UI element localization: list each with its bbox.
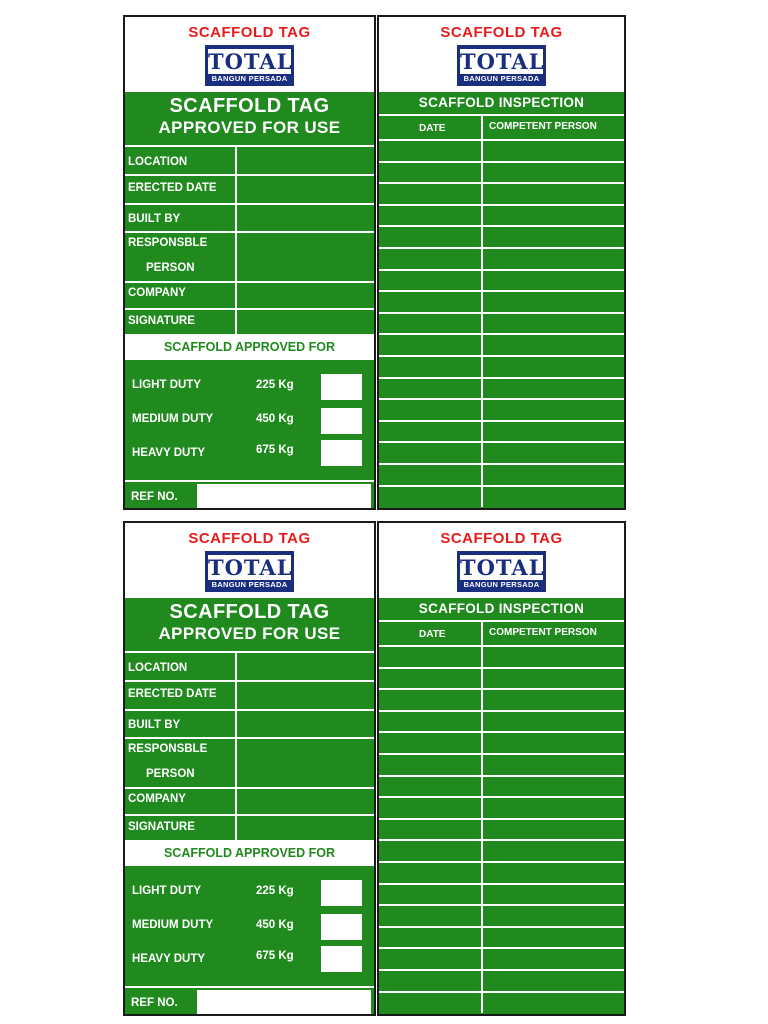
inspection-row-line [379, 818, 624, 820]
signature-row [125, 310, 374, 334]
light-duty-weight: 225 Kg [256, 379, 294, 391]
logo-main-text: TOTAL [208, 49, 293, 74]
built-by-field[interactable] [235, 205, 374, 231]
inspection-row-line [379, 947, 624, 949]
ref-no-row [125, 480, 374, 512]
tag-header [125, 17, 374, 90]
location-field[interactable] [235, 653, 374, 680]
signature-label: SIGNATURE [128, 821, 195, 833]
medium-duty-weight: 450 Kg [256, 919, 294, 931]
inspection-row-line [379, 269, 624, 271]
inspection-row-line [379, 290, 624, 292]
responsible-label-line-1: RESPONSBLE [128, 237, 208, 249]
company-row [125, 283, 374, 308]
title-line-2: APPROVED FOR USE [158, 118, 341, 137]
medium-duty-row [125, 407, 374, 435]
ref-no-field[interactable] [197, 990, 371, 1014]
green-panel [379, 598, 624, 1014]
built-by-label: BUILT BY [128, 213, 181, 225]
responsible-field[interactable] [235, 739, 374, 787]
ref-no-label: REF NO. [131, 491, 178, 503]
signature-row [125, 816, 374, 840]
ref-no-label: REF NO. [131, 997, 178, 1009]
light-duty-checkbox[interactable] [321, 880, 362, 906]
inspection-row-line [379, 753, 624, 755]
inspection-row-line [379, 796, 624, 798]
medium-duty-weight: 450 Kg [256, 413, 294, 425]
logo-sub-text: BANGUN PERSADA [211, 74, 288, 83]
inspection-row-line [379, 420, 624, 422]
scaffold-tag-back-bottom [377, 521, 626, 1016]
company-logo [457, 45, 546, 86]
light-duty-row [125, 879, 374, 907]
signature-label: SIGNATURE [128, 315, 195, 327]
responsible-label-line-2: PERSON [146, 262, 195, 274]
heavy-duty-weight: 675 Kg [256, 950, 294, 962]
scaffold-tag-front-top [123, 15, 376, 510]
date-column-header: DATE [419, 629, 446, 640]
heavy-duty-weight: 675 Kg [256, 444, 294, 456]
inspection-row-line [379, 333, 624, 335]
logo-sub-text: BANGUN PERSADA [211, 580, 288, 589]
light-duty-checkbox[interactable] [321, 374, 362, 400]
location-field[interactable] [235, 147, 374, 174]
inspection-row-line [379, 839, 624, 841]
inspection-row-line [379, 904, 624, 906]
inspection-row-line [379, 645, 624, 647]
company-logo [205, 551, 294, 592]
heavy-duty-label: HEAVY DUTY [132, 953, 206, 965]
medium-duty-label: MEDIUM DUTY [132, 413, 214, 425]
approved-for-bar: SCAFFOLD APPROVED FOR [125, 840, 374, 866]
light-duty-row [125, 373, 374, 401]
inspection-row-line [379, 775, 624, 777]
location-label: LOCATION [128, 662, 188, 674]
title-line-2: APPROVED FOR USE [158, 624, 341, 643]
approved-title [125, 598, 374, 648]
logo-main-text: TOTAL [208, 555, 293, 580]
heavy-duty-checkbox[interactable] [321, 946, 362, 972]
inspection-row-line [379, 485, 624, 487]
inspection-row-line [379, 710, 624, 712]
inspection-row-line [379, 182, 624, 184]
inspection-row-line [379, 883, 624, 885]
heavy-duty-label: HEAVY DUTY [132, 447, 206, 459]
medium-duty-checkbox[interactable] [321, 914, 362, 940]
responsible-row [125, 233, 374, 281]
divider [379, 114, 624, 116]
company-label: COMPANY [128, 287, 186, 299]
green-panel [379, 92, 624, 508]
inspection-row-line [379, 969, 624, 971]
inspection-row-line [379, 731, 624, 733]
inspection-row-line [379, 861, 624, 863]
inspection-row-line [379, 398, 624, 400]
date-column-header: DATE [419, 123, 446, 134]
company-logo [457, 551, 546, 592]
responsible-row [125, 739, 374, 787]
tag-title: SCAFFOLD TAG [188, 24, 311, 41]
medium-duty-checkbox[interactable] [321, 408, 362, 434]
light-duty-label: LIGHT DUTY [132, 885, 201, 897]
built-by-row [125, 711, 374, 737]
inspection-row-line [379, 312, 624, 314]
inspection-row-line [379, 926, 624, 928]
tag-title: SCAFFOLD TAG [440, 530, 563, 547]
location-label: LOCATION [128, 156, 188, 168]
built-by-row [125, 205, 374, 231]
erected-date-field[interactable] [235, 682, 374, 709]
title-line-1: SCAFFOLD TAG [169, 95, 330, 117]
light-duty-weight: 225 Kg [256, 885, 294, 897]
tag-header [125, 523, 374, 596]
ref-no-row [125, 986, 374, 1018]
inspection-row-line [379, 204, 624, 206]
inspection-row-line [379, 247, 624, 249]
erected-date-label: ERECTED DATE [128, 182, 217, 194]
tag-title: SCAFFOLD TAG [188, 530, 311, 547]
inspection-row-line [379, 441, 624, 443]
responsible-label-line-2: PERSON [146, 768, 195, 780]
inspection-row-line [379, 688, 624, 690]
company-row [125, 789, 374, 814]
company-logo [205, 45, 294, 86]
medium-duty-row [125, 913, 374, 941]
medium-duty-label: MEDIUM DUTY [132, 919, 214, 931]
erected-date-row [125, 176, 374, 203]
signature-field[interactable] [235, 310, 374, 334]
competent-person-column-header: COMPETENT PERSON [489, 121, 597, 132]
heavy-duty-row [125, 440, 374, 468]
divider [379, 620, 624, 622]
company-label: COMPANY [128, 793, 186, 805]
tag-header [379, 17, 624, 90]
logo-sub-text: BANGUN PERSADA [463, 580, 540, 589]
logo-main-text: TOTAL [460, 49, 545, 74]
responsible-field[interactable] [235, 233, 374, 281]
erected-date-label: ERECTED DATE [128, 688, 217, 700]
scaffold-tag-front-bottom [123, 521, 376, 1016]
inspection-title: SCAFFOLD INSPECTION [379, 92, 624, 114]
company-field[interactable] [235, 789, 374, 814]
inspection-row-line [379, 463, 624, 465]
heavy-duty-checkbox[interactable] [321, 440, 362, 466]
built-by-field[interactable] [235, 711, 374, 737]
location-row [125, 653, 374, 680]
tag-title: SCAFFOLD TAG [440, 24, 563, 41]
inspection-title: SCAFFOLD INSPECTION [379, 598, 624, 620]
location-row [125, 147, 374, 174]
title-line-1: SCAFFOLD TAG [169, 601, 330, 623]
competent-person-column-header: COMPETENT PERSON [489, 627, 597, 638]
inspection-row-line [379, 991, 624, 993]
inspection-row-line [379, 139, 624, 141]
logo-main-text: TOTAL [460, 555, 545, 580]
inspection-row-line [379, 225, 624, 227]
heavy-duty-row [125, 946, 374, 974]
light-duty-label: LIGHT DUTY [132, 379, 201, 391]
responsible-label-line-1: RESPONSBLE [128, 743, 208, 755]
ref-no-field[interactable] [197, 484, 371, 508]
inspection-row-line [379, 161, 624, 163]
approved-title [125, 92, 374, 142]
inspection-row-line [379, 355, 624, 357]
signature-field[interactable] [235, 816, 374, 840]
scaffold-tag-back-top [377, 15, 626, 510]
company-field[interactable] [235, 283, 374, 308]
logo-sub-text: BANGUN PERSADA [463, 74, 540, 83]
erected-date-field[interactable] [235, 176, 374, 203]
erected-date-row [125, 682, 374, 709]
inspection-row-line [379, 377, 624, 379]
inspection-row-line [379, 667, 624, 669]
tag-header [379, 523, 624, 596]
approved-for-bar: SCAFFOLD APPROVED FOR [125, 334, 374, 360]
built-by-label: BUILT BY [128, 719, 181, 731]
